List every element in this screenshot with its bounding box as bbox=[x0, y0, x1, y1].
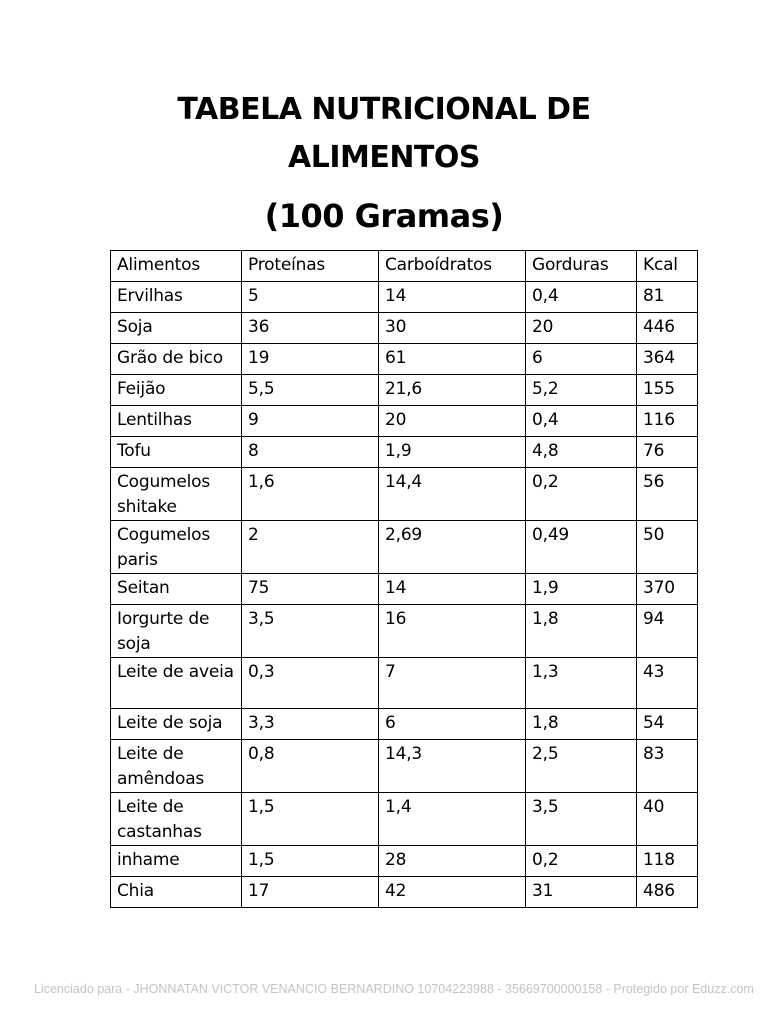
cell-fat: 3,5 bbox=[526, 793, 637, 846]
cell-food: Leite de amêndoas bbox=[111, 740, 242, 793]
cell-kcal: 116 bbox=[637, 406, 698, 437]
cell-protein: 19 bbox=[242, 344, 379, 375]
cell-carbs: 14 bbox=[379, 574, 526, 605]
cell-food: Chia bbox=[111, 877, 242, 908]
cell-protein: 17 bbox=[242, 877, 379, 908]
cell-protein: 1,5 bbox=[242, 846, 379, 877]
cell-carbs: 20 bbox=[379, 406, 526, 437]
cell-kcal: 76 bbox=[637, 437, 698, 468]
header-kcal: Kcal bbox=[637, 251, 698, 282]
cell-kcal: 50 bbox=[637, 521, 698, 574]
cell-fat: 4,8 bbox=[526, 437, 637, 468]
nutrition-table bbox=[110, 250, 698, 908]
document-title-continued: ALIMENTOS bbox=[287, 140, 481, 175]
cell-fat: 6 bbox=[526, 344, 637, 375]
cell-food: Lentilhas bbox=[111, 406, 242, 437]
table-row bbox=[111, 521, 698, 574]
cell-protein: 36 bbox=[242, 313, 379, 344]
cell-food: inhame bbox=[111, 846, 242, 877]
cell-carbs: 14,3 bbox=[379, 740, 526, 793]
cell-protein: 3,3 bbox=[242, 709, 379, 740]
cell-kcal: 43 bbox=[637, 658, 698, 709]
cell-kcal: 40 bbox=[637, 793, 698, 846]
table-row bbox=[111, 658, 698, 709]
cell-kcal: 486 bbox=[637, 877, 698, 908]
cell-kcal: 81 bbox=[637, 282, 698, 313]
cell-fat: 0,4 bbox=[526, 282, 637, 313]
document-title: TABELA NUTRICIONAL DE bbox=[177, 92, 591, 127]
header-proteinas: Proteínas bbox=[242, 251, 379, 282]
cell-fat: 0,49 bbox=[526, 521, 637, 574]
header-alimentos: Alimentos bbox=[111, 251, 242, 282]
cell-carbs: 30 bbox=[379, 313, 526, 344]
cell-carbs: 1,4 bbox=[379, 793, 526, 846]
cell-carbs: 1,9 bbox=[379, 437, 526, 468]
table-row bbox=[111, 437, 698, 468]
cell-food: Grão de bico bbox=[111, 344, 242, 375]
cell-protein: 3,5 bbox=[242, 605, 379, 658]
cell-protein: 5 bbox=[242, 282, 379, 313]
cell-carbs: 6 bbox=[379, 709, 526, 740]
cell-protein: 1,5 bbox=[242, 793, 379, 846]
cell-fat: 1,9 bbox=[526, 574, 637, 605]
cell-food: Soja bbox=[111, 313, 242, 344]
cell-kcal: 94 bbox=[637, 605, 698, 658]
cell-kcal: 56 bbox=[637, 468, 698, 521]
cell-food: Iorgurte de soja bbox=[111, 605, 242, 658]
header-gorduras: Gorduras bbox=[526, 251, 637, 282]
cell-food: Leite de soja bbox=[111, 709, 242, 740]
cell-kcal: 155 bbox=[637, 375, 698, 406]
cell-food: Cogumelos shitake bbox=[111, 468, 242, 521]
table-row bbox=[111, 793, 698, 846]
cell-food: Cogumelos paris bbox=[111, 521, 242, 574]
cell-kcal: 83 bbox=[637, 740, 698, 793]
table-row bbox=[111, 282, 698, 313]
cell-carbs: 14 bbox=[379, 282, 526, 313]
cell-fat: 31 bbox=[526, 877, 637, 908]
table-row bbox=[111, 605, 698, 658]
cell-protein: 0,3 bbox=[242, 658, 379, 709]
table-row bbox=[111, 574, 698, 605]
cell-fat: 1,3 bbox=[526, 658, 637, 709]
document-subtitle: (100 Gramas) bbox=[264, 197, 504, 235]
cell-carbs: 21,6 bbox=[379, 375, 526, 406]
cell-carbs: 2,69 bbox=[379, 521, 526, 574]
table-row bbox=[111, 877, 698, 908]
cell-kcal: 118 bbox=[637, 846, 698, 877]
cell-food: Feijão bbox=[111, 375, 242, 406]
cell-carbs: 42 bbox=[379, 877, 526, 908]
header-carboidratos: Carboídratos bbox=[379, 251, 526, 282]
cell-kcal: 446 bbox=[637, 313, 698, 344]
cell-food: Leite de castanhas bbox=[111, 793, 242, 846]
table-row bbox=[111, 740, 698, 793]
table-row bbox=[111, 344, 698, 375]
cell-food: Seitan bbox=[111, 574, 242, 605]
cell-kcal: 364 bbox=[637, 344, 698, 375]
cell-carbs: 16 bbox=[379, 605, 526, 658]
cell-fat: 2,5 bbox=[526, 740, 637, 793]
cell-carbs: 28 bbox=[379, 846, 526, 877]
cell-fat: 1,8 bbox=[526, 709, 637, 740]
cell-protein: 5,5 bbox=[242, 375, 379, 406]
table-row bbox=[111, 375, 698, 406]
cell-fat: 0,4 bbox=[526, 406, 637, 437]
table-row bbox=[111, 406, 698, 437]
table-row bbox=[111, 846, 698, 877]
table-row bbox=[111, 709, 698, 740]
cell-protein: 9 bbox=[242, 406, 379, 437]
cell-food: Leite de aveia bbox=[111, 658, 242, 709]
table-header-row bbox=[111, 251, 698, 282]
cell-protein: 2 bbox=[242, 521, 379, 574]
table-row bbox=[111, 468, 698, 521]
cell-protein: 0,8 bbox=[242, 740, 379, 793]
cell-carbs: 61 bbox=[379, 344, 526, 375]
cell-fat: 20 bbox=[526, 313, 637, 344]
cell-kcal: 370 bbox=[637, 574, 698, 605]
cell-protein: 75 bbox=[242, 574, 379, 605]
cell-fat: 0,2 bbox=[526, 846, 637, 877]
cell-fat: 1,8 bbox=[526, 605, 637, 658]
cell-protein: 8 bbox=[242, 437, 379, 468]
cell-food: Ervilhas bbox=[111, 282, 242, 313]
cell-carbs: 7 bbox=[379, 658, 526, 709]
cell-fat: 0,2 bbox=[526, 468, 637, 521]
cell-fat: 5,2 bbox=[526, 375, 637, 406]
license-watermark: Licenciado para - JHONNATAN VICTOR VENANCIO BERNARDINO 10704223988 - 35669700000158 - Protegido por Eduzz.com bbox=[34, 982, 754, 996]
table-row bbox=[111, 313, 698, 344]
cell-kcal: 54 bbox=[637, 709, 698, 740]
cell-protein: 1,6 bbox=[242, 468, 379, 521]
cell-food: Tofu bbox=[111, 437, 242, 468]
cell-carbs: 14,4 bbox=[379, 468, 526, 521]
